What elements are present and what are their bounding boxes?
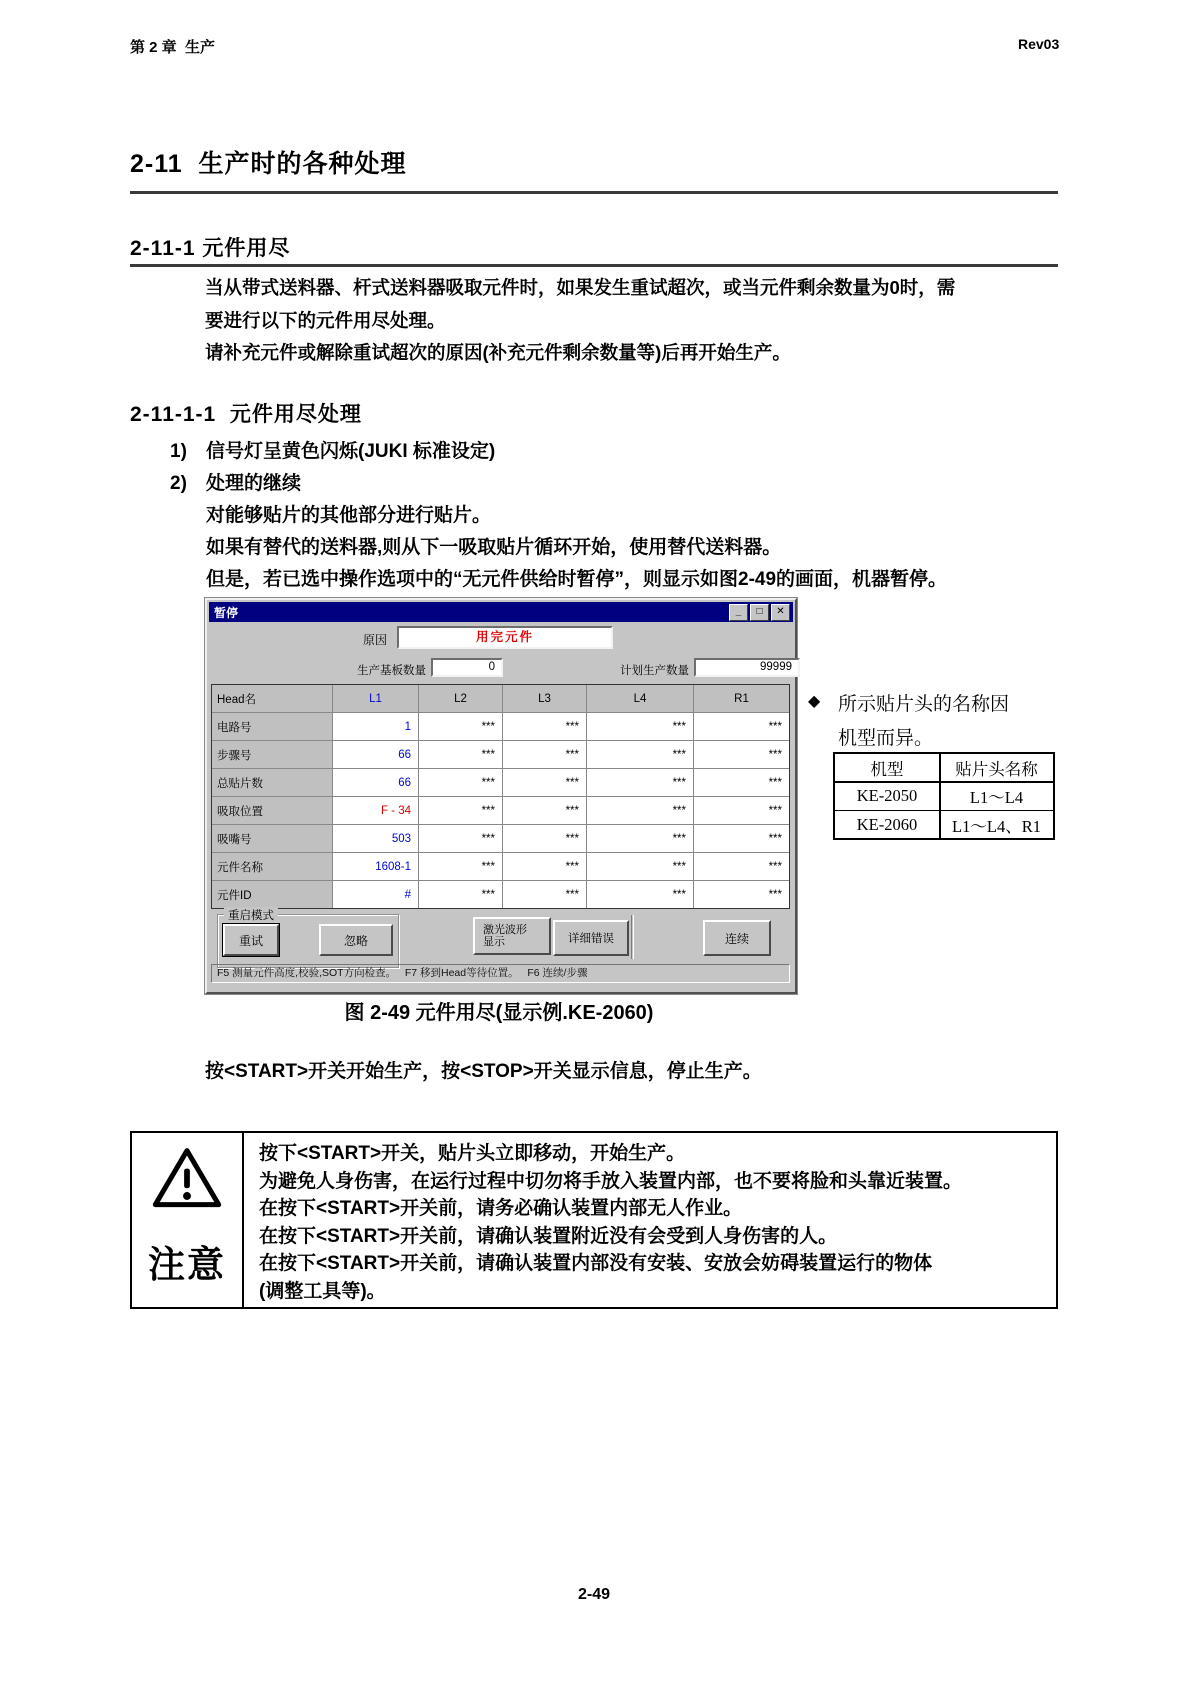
item-text: 但是，若已选中操作选项中的“无元件供给时暂停”，则显示如图2-49的画面，机器暂停。 xyxy=(206,569,948,590)
board-count-field[interactable]: 0 xyxy=(431,658,503,677)
subsection-paragraph xyxy=(205,272,1085,370)
pause-table-masked-value: *** xyxy=(419,769,502,796)
pause-table-masked-value: *** xyxy=(503,853,586,880)
maximize-button[interactable]: □ xyxy=(750,604,769,621)
subsection-title: 2-11-1 元件用尽 xyxy=(130,237,291,260)
item-number: 2) xyxy=(170,473,187,494)
pause-table-masked-value: *** xyxy=(587,769,693,796)
pause-table-masked-value: *** xyxy=(419,741,502,768)
pause-table-masked-value: *** xyxy=(587,881,693,908)
pause-table-masked-value: *** xyxy=(587,853,693,880)
head-name-table xyxy=(833,752,1055,840)
item-text: 处理的继续 xyxy=(206,473,302,494)
procedure-item-continuation xyxy=(170,532,1070,564)
pause-table-header: L2 xyxy=(419,685,502,712)
item-number-spacer xyxy=(170,564,206,596)
pause-table-masked-value: *** xyxy=(587,797,693,824)
pause-table-masked-value: *** xyxy=(694,881,789,908)
procedure-item xyxy=(170,436,1070,468)
caution-icon-cell xyxy=(132,1133,244,1307)
section-rule xyxy=(130,191,1058,194)
pause-table-row-label: 步骤号 xyxy=(212,741,332,768)
window-buttons xyxy=(729,604,793,621)
side-note-text xyxy=(838,688,1009,756)
head-table-cell: KE-2060 xyxy=(835,811,939,838)
pause-table-masked-value: *** xyxy=(587,741,693,768)
retry-button[interactable]: 重试 xyxy=(223,924,279,956)
laser-button-line2: 显示 xyxy=(483,936,505,948)
pause-table-masked-value: *** xyxy=(694,853,789,880)
item-text: 信号灯呈黄色闪烁(JUKI 标准设定) xyxy=(206,441,496,462)
caution-text xyxy=(244,1133,1056,1307)
pause-table-row-label: 吸嘴号 xyxy=(212,825,332,852)
caution-line: (调整工具等)。 xyxy=(259,1280,386,1302)
pause-table-masked-value: *** xyxy=(503,825,586,852)
pause-table-header: L3 xyxy=(503,685,586,712)
button-separator xyxy=(631,915,634,959)
pause-table xyxy=(211,684,790,909)
paragraph-line: 请补充元件或解除重试超次的原因(补充元件剩余数量等)后再开始生产。 xyxy=(205,342,791,363)
pause-table-masked-value: *** xyxy=(694,713,789,740)
paragraph-line: 要进行以下的元件用尽处理。 xyxy=(205,309,446,331)
pause-table-l1-value: 1608-1 xyxy=(333,853,418,880)
pause-table-masked-value: *** xyxy=(419,713,502,740)
pause-table-header: Head名 xyxy=(212,685,332,712)
pause-table-masked-value: *** xyxy=(503,881,586,908)
reason-field[interactable]: 用完元件 xyxy=(397,626,613,649)
item-text: 如果有替代的送料器,则从下一吸取贴片循环开始，使用替代送料器。 xyxy=(206,537,782,558)
caution-line: 按下<START>开关，贴片头立即移动，开始生产。 xyxy=(259,1143,686,1164)
pause-table-l1-value: F - 34 xyxy=(333,797,418,824)
head-table-cell: KE-2050 xyxy=(835,783,939,810)
start-stop-text: 按<START>开关开始生产，按<STOP>开关显示信息，停止生产。 xyxy=(205,1061,762,1082)
pause-table-l1-value: 503 xyxy=(333,825,418,852)
pause-table-masked-value: *** xyxy=(419,853,502,880)
close-button[interactable]: ✕ xyxy=(771,604,790,621)
pause-table-l1-value: 66 xyxy=(333,741,418,768)
item-number-spacer xyxy=(170,532,206,564)
procedure-item-continuation xyxy=(170,500,1070,532)
caution-line: 在按下<START>开关前，请确认装置内部没有安装、安放会妨碍装置运行的物体 xyxy=(259,1253,933,1274)
dialog-title: 暂停 xyxy=(214,605,239,620)
pause-table-header: R1 xyxy=(694,685,789,712)
procedure-item xyxy=(170,468,1070,500)
procedure-list xyxy=(170,436,1070,596)
pause-dialog xyxy=(205,598,797,994)
item-number-spacer xyxy=(170,500,206,532)
caution-line: 为避免人身伤害，在运行过程中切勿将手放入装置内部，也不要将脸和头靠近装置。 xyxy=(259,1170,963,1192)
paragraph-line: 当从带式送料器、杆式送料器吸取元件时，如果发生重试超次，或当元件剩余数量为0时，需 xyxy=(205,277,956,298)
pause-table-row-label: 元件名称 xyxy=(212,853,332,880)
laser-waveform-button[interactable] xyxy=(473,917,551,955)
pause-table-masked-value: *** xyxy=(694,825,789,852)
revision-label: Rev03 xyxy=(1018,36,1060,52)
minimize-button[interactable]: _ xyxy=(729,604,748,621)
subsection-rule xyxy=(130,264,1058,267)
caution-label: 注意 xyxy=(148,1244,226,1285)
caution-box xyxy=(130,1131,1058,1309)
head-table-cell: L1～L4、R1 xyxy=(941,811,1053,838)
pause-table-l1-value: 1 xyxy=(333,713,418,740)
pause-table-masked-value: *** xyxy=(694,741,789,768)
head-table-cell: L1～L4 xyxy=(941,783,1053,810)
caution-line: 在按下<START>开关前，请确认装置附近没有会受到人身伤害的人。 xyxy=(259,1225,838,1247)
pause-table-masked-value: *** xyxy=(419,825,502,852)
figure-caption: 图 2-49 元件用尽(显示例.KE-2060) xyxy=(344,1002,654,1024)
procedure-item-continuation xyxy=(170,564,1070,596)
warning-triangle-icon xyxy=(151,1146,223,1210)
procedure-title: 2-11-1-1 元件用尽处理 xyxy=(130,403,362,426)
pause-table-masked-value: *** xyxy=(419,797,502,824)
pause-table-l1-value: # xyxy=(333,881,418,908)
side-note-line: 机型而异。 xyxy=(838,728,934,749)
ignore-button[interactable]: 忽略 xyxy=(319,924,393,956)
pause-table-row-label: 电路号 xyxy=(212,713,332,740)
board-count-label: 生产基板数量 xyxy=(357,665,426,677)
laser-button-line1: 激光波形 xyxy=(483,924,527,936)
pause-table-masked-value: *** xyxy=(503,713,586,740)
item-text: 对能够贴片的其他部分进行贴片。 xyxy=(206,505,492,526)
pause-table-header: L4 xyxy=(587,685,693,712)
pause-table-masked-value: *** xyxy=(587,825,693,852)
resume-button[interactable]: 连续 xyxy=(703,920,771,956)
chapter-header: 第 2 章 生产 xyxy=(130,39,216,56)
pause-table-header: L1 xyxy=(333,685,418,712)
head-table-header: 机型 xyxy=(835,754,939,781)
diamond-bullet-icon: ◆ xyxy=(808,693,821,710)
detail-error-button[interactable]: 详细错误 xyxy=(553,920,629,956)
caution-line: 在按下<START>开关前，请务必确认装置内部无人作业。 xyxy=(259,1198,743,1219)
pause-table-row-label: 总贴片数 xyxy=(212,769,332,796)
section-title: 2-11 生产时的各种处理 xyxy=(130,150,407,178)
pause-table-row-label: 元件ID xyxy=(212,881,332,908)
item-number: 1) xyxy=(170,441,187,462)
head-table-header: 贴片头名称 xyxy=(941,754,1053,781)
pause-table-masked-value: *** xyxy=(694,769,789,796)
dialog-titlebar[interactable] xyxy=(209,602,793,622)
pause-table-masked-value: *** xyxy=(419,881,502,908)
reason-label: 原因 xyxy=(363,633,388,647)
page-number: 2-49 xyxy=(577,1586,611,1603)
plan-count-field[interactable]: 99999 xyxy=(694,658,800,677)
pause-table-masked-value: *** xyxy=(503,741,586,768)
side-note-line: 所示贴片头的名称因 xyxy=(838,694,1010,715)
dialog-status-bar: F5 测量元件高度,校验,SOT方向检查。 F7 移到Head等待位置。 F6 连续/步骤 xyxy=(211,964,790,983)
pause-table-masked-value: *** xyxy=(503,769,586,796)
pause-table-masked-value: *** xyxy=(694,797,789,824)
pause-table-masked-value: *** xyxy=(503,797,586,824)
pause-table-l1-value: 66 xyxy=(333,769,418,796)
side-note xyxy=(808,688,1078,848)
pause-table-row-label: 吸取位置 xyxy=(212,797,332,824)
pause-table-masked-value: *** xyxy=(587,713,693,740)
plan-count-label: 计划生产数量 xyxy=(620,665,689,677)
restart-mode-label: 重启模式 xyxy=(224,907,278,923)
